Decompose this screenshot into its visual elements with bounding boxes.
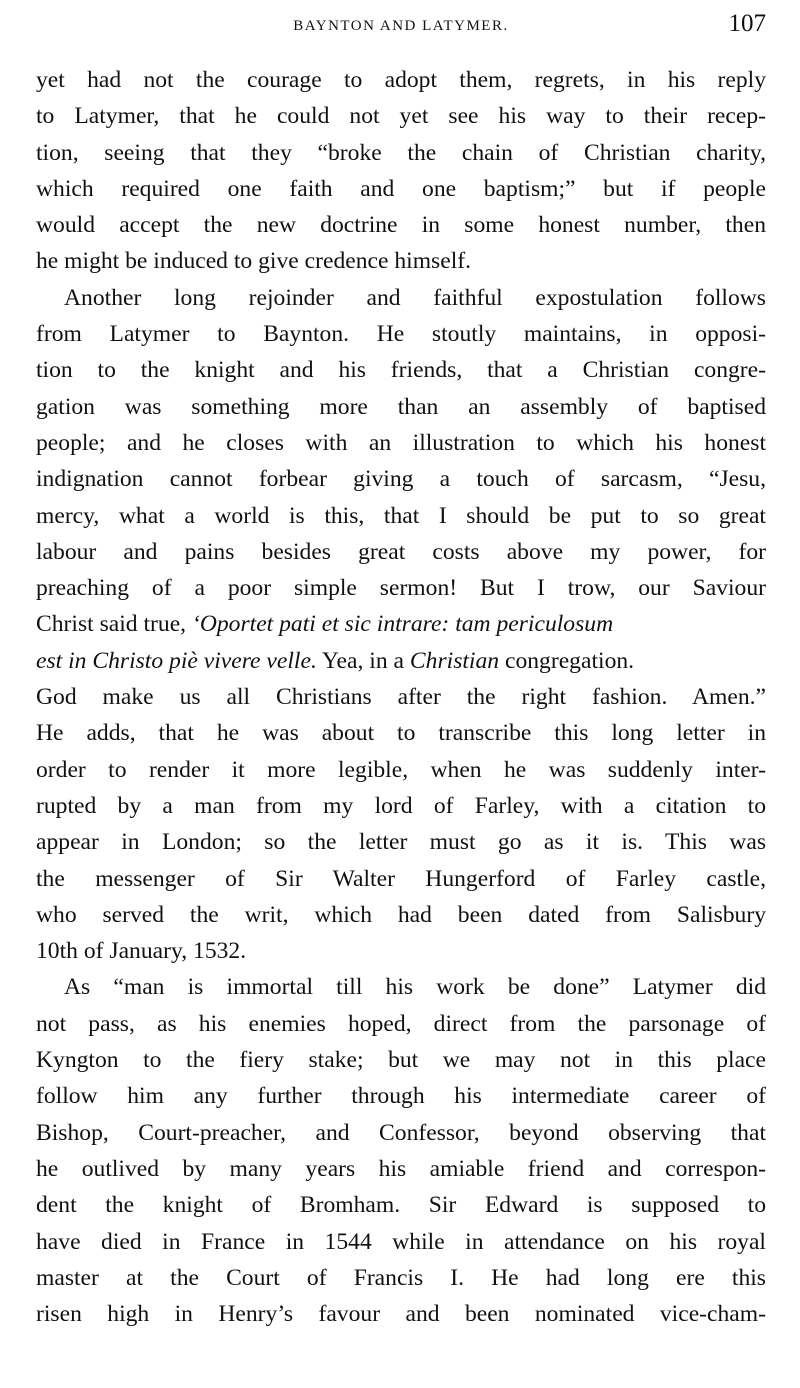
text-line: indignation cannot forbear giving a touch of sarcasm, “Jesu, [36,466,766,493]
roman-text: congregation. [499,647,635,674]
text-line-latin-quote [36,643,766,679]
text-line: would accept the new doctrine in some honest number, then [36,212,766,239]
text-line: which required one faith and one baptism;” but if people [36,175,766,202]
roman-text: Christ said true, [36,611,187,638]
text-line: As “man is immortal till his work be done” Latymer did [64,974,766,1001]
emphasis-text: Christian [409,647,500,674]
text-line: rupted by a man from my lord of Farley, with a citation to [36,792,766,819]
text-line: appear in London; so the letter must go as it is. This was [36,829,766,856]
text-line: tion to the knight and his friends, that a Christian congre- [36,357,766,384]
latin-quotation: ‘Oportet pati et sic intrare: tam periculosum [191,611,614,638]
text-line: yet had not the courage to adopt them, regrets, in his reply [36,67,766,93]
text-line: he might be induced to give credence himself. [36,248,472,275]
body-text [36,62,766,1332]
text-line: master at the Court of Francis I. He had long ere this [36,1264,766,1291]
running-title: BAYNTON AND LATYMER. [293,18,509,34]
text-line: who served the writ, which had been dated from Salisbury [36,901,766,928]
text-line: mercy, what a world is this, that I should be put to so great [36,502,766,529]
text-line: Another long rejoinder and faithful expostulation follows [64,284,766,311]
text-line: the messenger of Sir Walter Hungerford of Farley castle, [36,865,766,892]
page-number: 107 [728,10,766,37]
text-line: tion, seeing that they “broke the chain of Christian charity, [36,139,766,166]
text-line: not pass, as his enemies hoped, direct from the parsonage of [36,1010,766,1037]
text-line-latin-quote [36,606,766,642]
text-line: preaching of a poor simple sermon! But I trow, our Saviour [36,575,766,602]
text-line: from Latymer to Baynton. He stoutly maintains, in opposi- [36,321,766,348]
text-line: risen high in Henry’s favour and been nominated vice-cham- [36,1301,766,1328]
roman-text: Yea, in a [316,647,410,674]
text-line: follow him any further through his intermediate career of [36,1083,766,1110]
text-line: order to render it more legible, when he was suddenly inter- [36,756,766,783]
text-line: dent the knight of Bromham. Sir Edward is supposed to [36,1192,766,1219]
text-line: Bishop, Court-preacher, and Confessor, beyond observing that [36,1119,766,1146]
running-head [36,10,766,44]
text-line: he outlived by many years his amiable friend and correspon- [36,1155,766,1182]
text-line: people; and he closes with an illustration to which his honest [36,429,766,456]
text-line: 10th of January, 1532. [36,938,247,965]
text-line: have died in France in 1544 while in attendance on his royal [36,1228,766,1255]
text-line: God make us all Christians after the right fashion. Amen.” [36,684,766,711]
text-line: He adds, that he was about to transcribe this long letter in [36,720,766,747]
text-line: Kyngton to the fiery stake; but we may not in this place [36,1047,766,1074]
text-line: to Latymer, that he could not yet see his way to their recep- [36,103,766,130]
text-line: gation was something more than an assembly of baptised [36,393,766,420]
text-line: labour and pains besides great costs above my power, for [36,538,766,565]
latin-quotation: est in Christo piè vivere velle. [36,647,317,674]
